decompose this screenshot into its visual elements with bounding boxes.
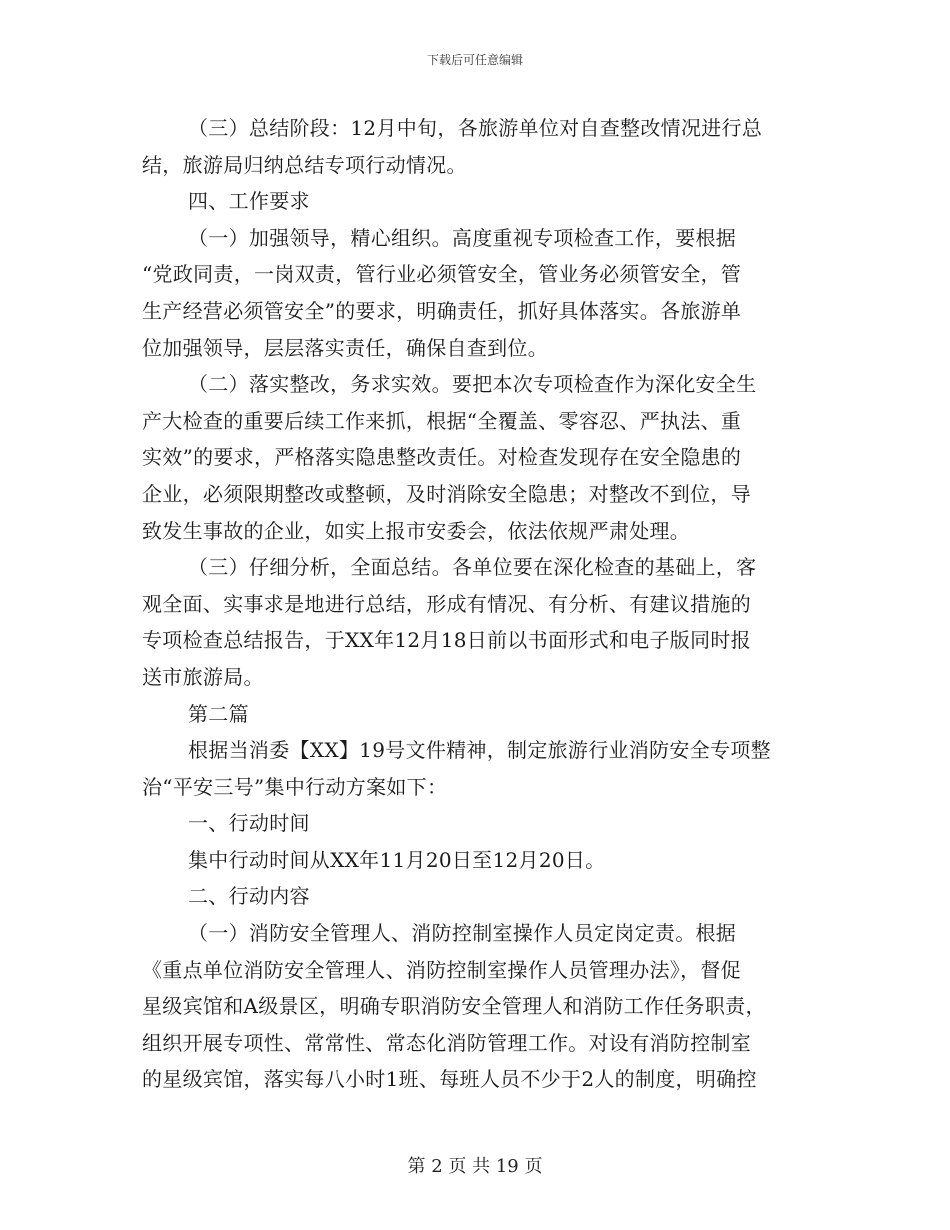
text-line: 产大检查的重要后续工作来抓，根据“全覆盖、零容忍、严执法、重 [142,408,742,433]
text-line: 结，旅游局归纳总结专项行动情况。 [142,152,467,177]
text-line: 致发生事故的企业，如实上报市安委会，依法依规严肃处理。 [142,518,691,543]
page-footer: 第 2 页 共 19 页 [407,1156,543,1177]
text-line: 第二篇 [188,701,249,726]
text-line: 二、行动内容 [188,884,310,909]
text-line: 送市旅游局。 [142,664,264,689]
document-body [142,110,812,1098]
text-line: 位加强领导，层层落实责任，确保自查到位。 [142,335,548,360]
text-line: 根据当消委【XX】19号文件精神，制定旅游行业消防安全专项整 [188,738,771,763]
text-line: 星级宾馆和A级景区，明确专职消防安全管理人和消防工作任务职责， [142,994,766,1019]
text-line: 四、工作要求 [188,189,310,214]
text-line: 组织开展专项性、常常性、常态化消防管理工作。对设有消防控制室 [142,1030,751,1055]
page-header: 下载后可任意编辑 [426,53,523,67]
text-line: （一）消防安全管理人、消防控制室操作人员定岗定责。根据 [188,921,737,946]
text-line: 治“平安三号”集中行动方案如下： [142,774,448,799]
text-line: 《重点单位消防安全管理人、消防控制室操作人员管理办法》，督促 [142,957,741,982]
text-line: 一、行动时间 [188,811,310,836]
text-line: （三）总结阶段：12月中旬，各旅游单位对自查整改情况进行总 [188,116,763,140]
text-line: 生产经营必须管安全”的要求，明确责任，抓好具体落实。各旅游单 [142,298,742,323]
text-line: （三）仔细分析，全面总结。各单位要在深化检查的基础上，客 [188,555,757,580]
text-line: 专项检查总结报告，于XX年12月18日前以书面形式和电子版同时报 [142,628,751,653]
text-line: “党政同责，一岗双责，管行业必须管安全，管业务必须管安全，管 [142,262,742,287]
text-line: 观全面、实事求是地进行总结，形成有情况、有分析、有建议措施的 [142,591,751,616]
text-line: 的星级宾馆，落实每八小时1班、每班人员不少于2人的制度，明确控 [142,1067,757,1092]
text-line: （一）加强领导，精心组织。高度重视专项检查工作，要根据 [188,225,737,250]
text-line: （二）落实整改，务求实效。要把本次专项检查作为深化安全生 [188,372,757,397]
text-line: 集中行动时间从XX年11月20日至12月20日。 [188,847,606,872]
text-line: 实效”的要求，严格落实隐患整改责任。对检查发现存在安全隐患的 [142,445,742,470]
text-line: 企业，必须限期整改或整顿，及时消除安全隐患；对整改不到位，导 [142,481,751,506]
